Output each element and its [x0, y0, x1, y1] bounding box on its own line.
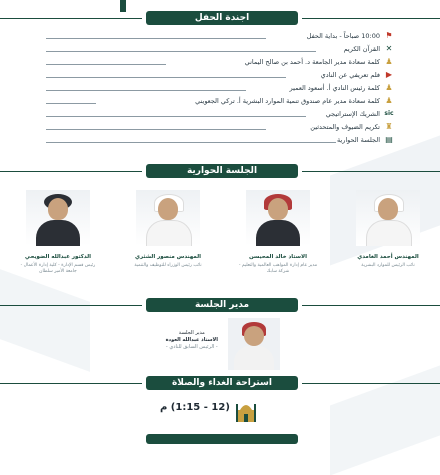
divider	[46, 77, 286, 78]
lunch-time: (12 - 1:15) م	[160, 402, 230, 413]
speaker-role: نائب الرئيس للموارد البشرية	[361, 263, 415, 268]
divider	[46, 103, 96, 104]
speaker-role: نائب رئيس الوزراء للتوظيف والتنمية	[134, 263, 202, 268]
agenda-item: فلم تعريفي عن النادي	[320, 71, 380, 79]
agenda-item: كلمة سعادة مدير الجامعة د. أحمد بن صالح اليماني	[244, 58, 380, 66]
speaker-icon: ♟	[385, 96, 393, 105]
divider	[0, 18, 142, 19]
divider	[46, 129, 266, 130]
speaker-role: مدير عام إدارة المواهب العالمية والتعليم - شركة سابك	[238, 263, 318, 274]
calendar-icon: ▤	[385, 135, 393, 144]
speaker-name: الدكتور عبدالله الضويحي	[24, 254, 92, 260]
speaker-name: المهندس منصور الشثري	[134, 254, 202, 260]
lunch-title: استراحة الغداء والصلاة	[146, 376, 298, 390]
book-icon: ✕	[385, 44, 393, 53]
agenda-item: الجلسة الحوارية	[336, 136, 380, 144]
divider	[302, 305, 440, 306]
video-icon: ▶	[385, 70, 393, 79]
moderator-name: الاستاذ عبدالله العودة	[165, 337, 218, 343]
background-shape	[330, 355, 440, 475]
divider	[46, 64, 166, 65]
agenda-item: كلمة رئيس النادي أ. أسعود العمير	[289, 84, 380, 92]
agenda-item: 10:00 صباحاً - بداية الحفل	[306, 32, 380, 40]
trophy-icon: ♜	[385, 122, 393, 131]
agenda-item: تكريم الضيوف والمتحدثين	[310, 123, 380, 131]
divider	[302, 18, 440, 19]
speaker-icon: ♟	[385, 57, 393, 66]
speaker-photo	[246, 190, 310, 246]
next-section-pill	[146, 434, 298, 444]
divider	[0, 383, 142, 384]
moderator-photo	[228, 318, 280, 370]
divider	[0, 171, 142, 172]
speaker-photo	[26, 190, 90, 246]
agenda-item: الشريك الإستراتيجي	[325, 110, 380, 118]
panel-header	[0, 163, 440, 179]
moderator-info	[166, 330, 218, 351]
speaker-photo	[136, 190, 200, 246]
divider	[46, 51, 316, 52]
panel-title: الجلسة الحوارية	[146, 164, 298, 178]
divider	[46, 90, 246, 91]
divider	[46, 38, 266, 39]
lunch-header	[0, 375, 440, 391]
moderator-header	[0, 297, 440, 313]
speaker-photo	[356, 190, 420, 246]
divider	[46, 116, 306, 117]
moderator-role: - الرئيس السابق للنادي -	[165, 344, 218, 350]
divider	[302, 171, 440, 172]
speaker-name: الاستاذ خالد المحيسن	[248, 254, 308, 260]
speaker-name: المهندس أحمد الغامدي	[357, 254, 419, 260]
speaker-role: رئيس قسم الإدارة - كلية إدارة الأعمال - جامعة الأمير سلطان	[20, 263, 96, 274]
moderator-section-title: مدير الجلسة	[146, 298, 298, 312]
speaker-icon: ♟	[385, 83, 393, 92]
agenda-item: القرآن الكريم	[343, 45, 380, 53]
agenda-title: اجندة الحفل	[146, 11, 298, 25]
divider	[302, 383, 440, 384]
agenda-item: كلمة سعادة مدير عام صندوق تنمية الموارد البشرية أ. تركي الجعويني	[195, 97, 380, 105]
moderator-title: مدير الجلسة	[178, 330, 205, 336]
agenda-header	[0, 10, 440, 26]
mosque-icon	[236, 398, 256, 422]
divider	[46, 142, 336, 143]
background-shape	[0, 258, 90, 372]
sic-logo: sic	[384, 110, 394, 117]
flag-icon: ⚑	[385, 31, 393, 40]
divider	[0, 305, 142, 306]
